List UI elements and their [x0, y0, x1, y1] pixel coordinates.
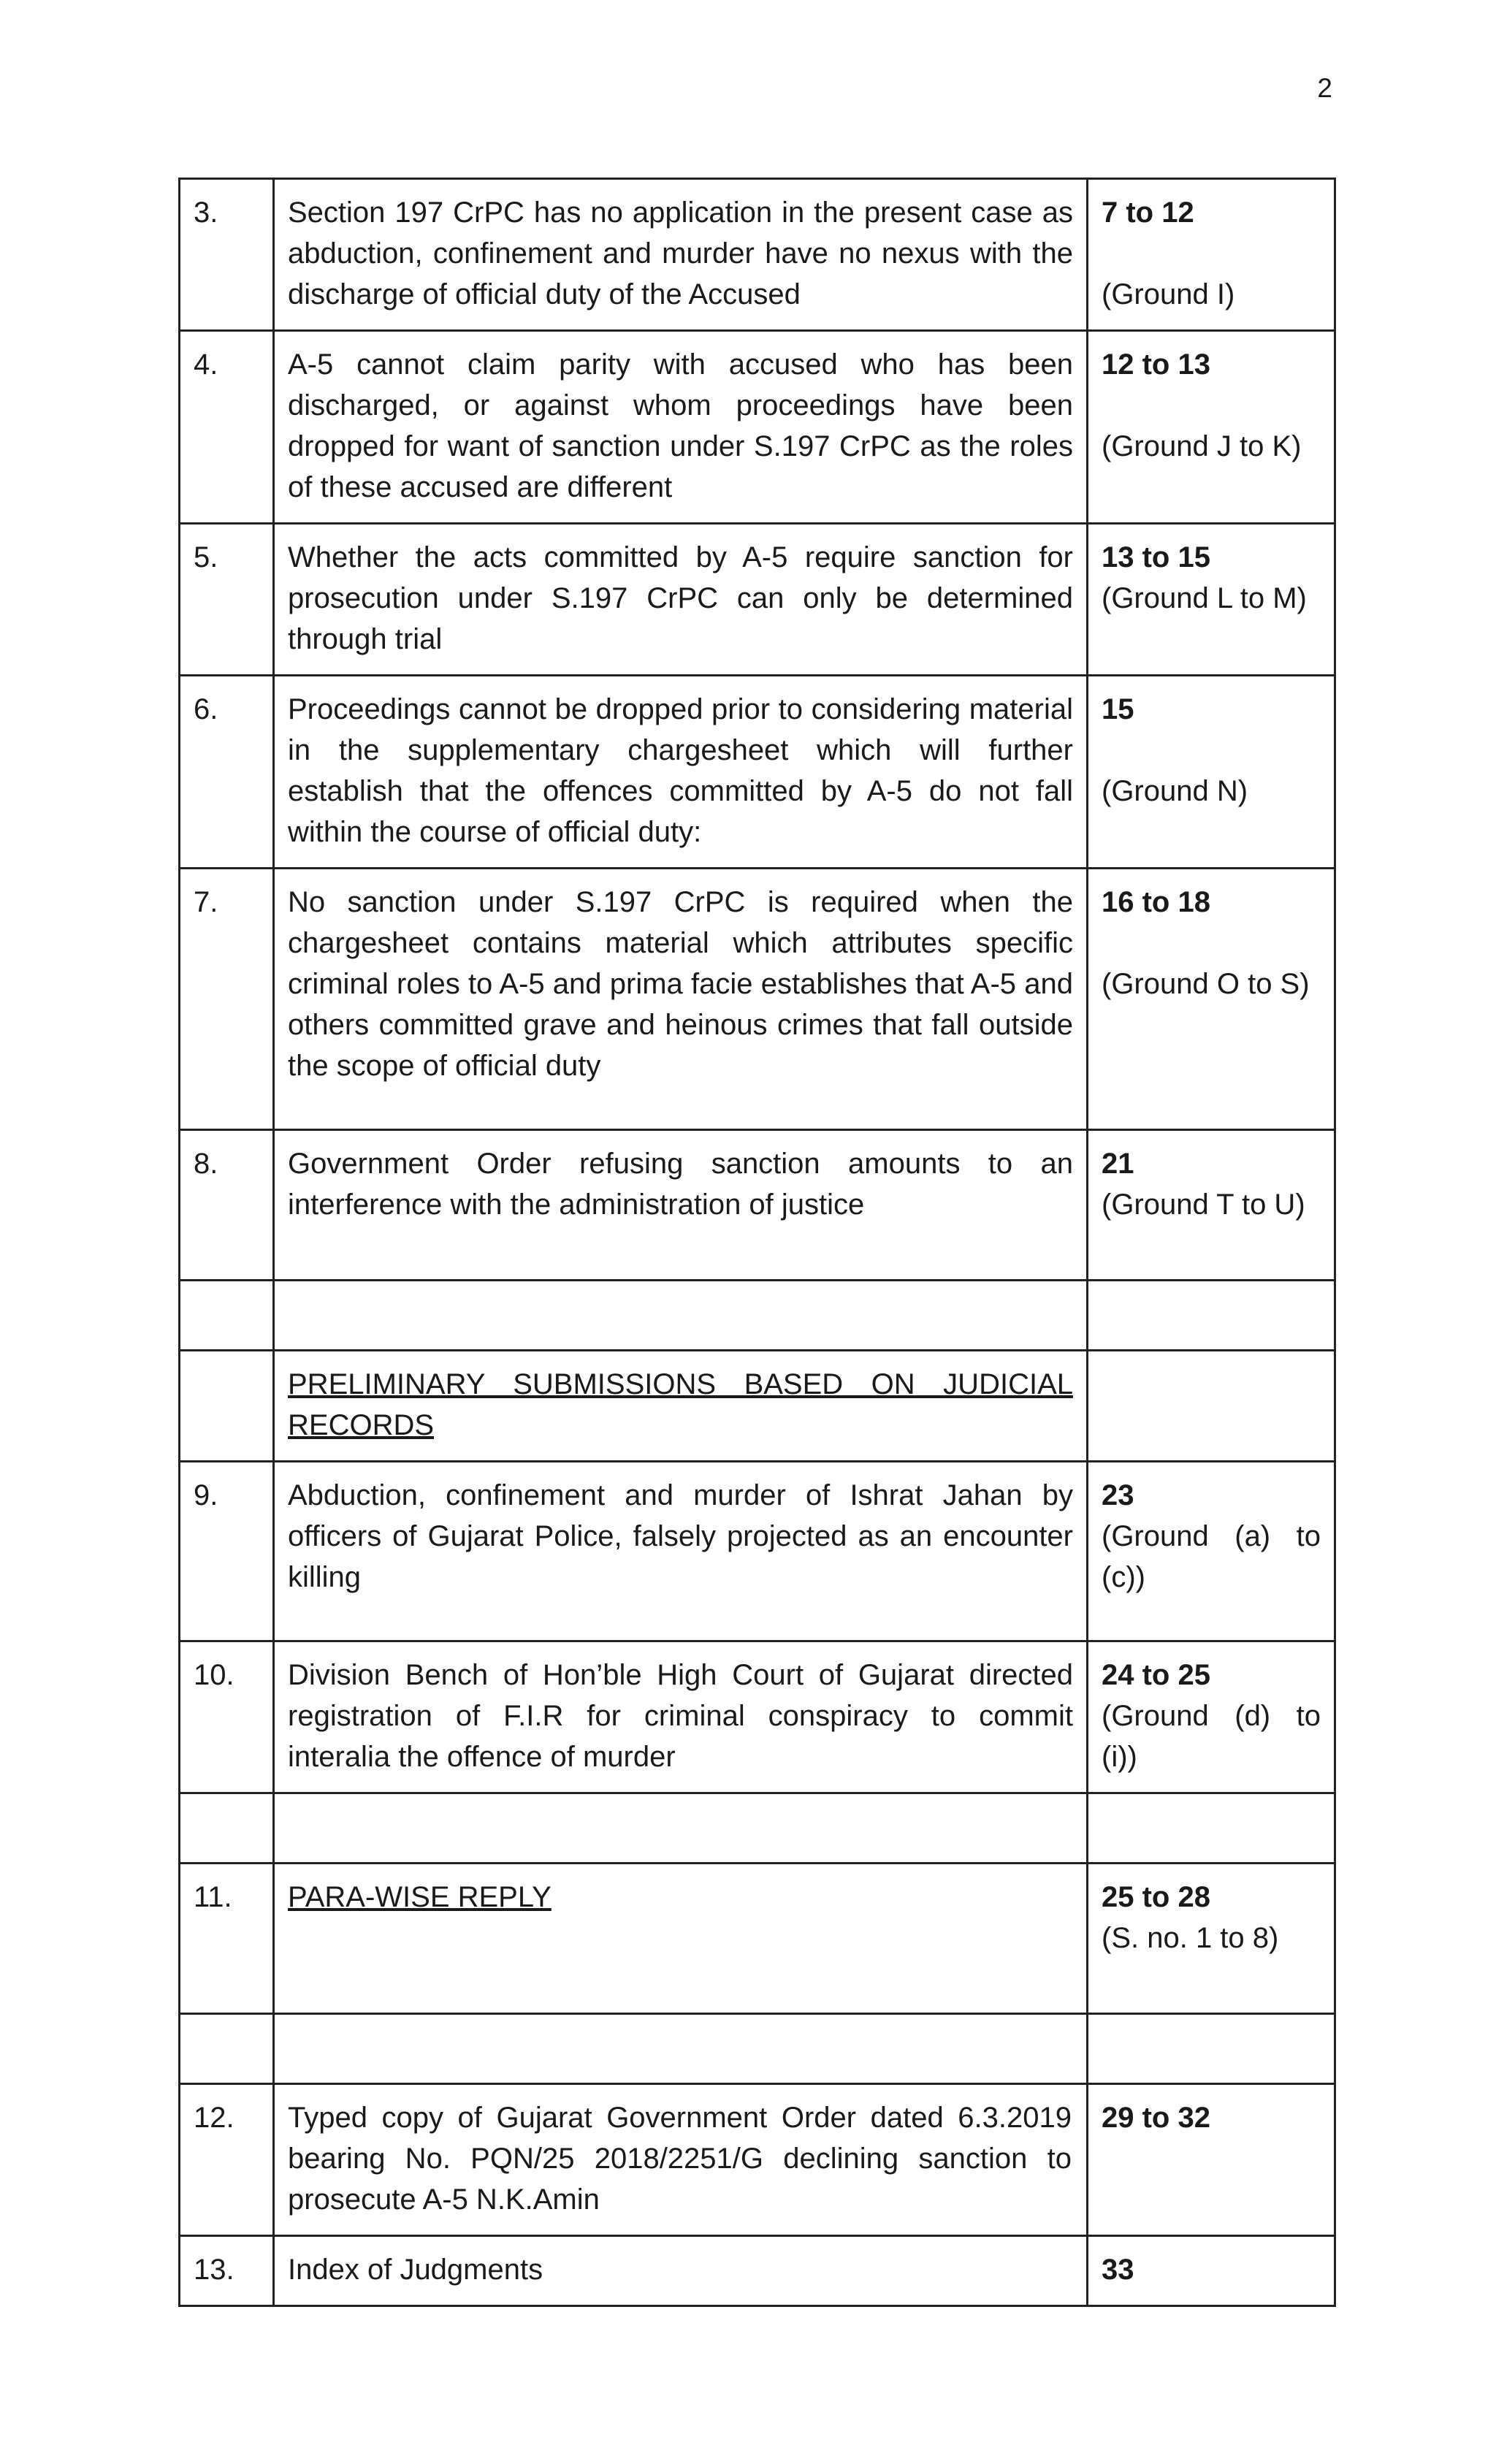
- page-range: 23: [1102, 1479, 1134, 1511]
- page-range: 24 to 25: [1102, 1659, 1210, 1691]
- table-row: [180, 331, 1335, 524]
- page-reference: [1088, 524, 1335, 676]
- page-reference: [1088, 1864, 1335, 2014]
- row-description: Abduction, confinement and murder of Ishrat Jahan by officers of Gujarat Police, falsely projected as an encounter killing: [274, 1462, 1088, 1641]
- para-wise-reply-heading: PARA-WISE REPLY: [288, 1881, 552, 1913]
- page-range: 13 to 15: [1102, 541, 1210, 573]
- blank-cell: [274, 2014, 1088, 2084]
- blank-cell: [1088, 1281, 1335, 1351]
- page-range: 7 to 12: [1102, 197, 1194, 229]
- ground-reference: (Ground I): [1102, 278, 1235, 310]
- table-row: [180, 676, 1335, 869]
- ground-reference: (Ground T to U): [1102, 1189, 1305, 1221]
- table-row: [180, 524, 1335, 676]
- table-row: [180, 2084, 1335, 2236]
- page-reference: [1088, 676, 1335, 869]
- index-table: [178, 178, 1336, 2307]
- ground-reference: (Ground N): [1102, 775, 1248, 807]
- page-range: 21: [1102, 1148, 1134, 1180]
- section-heading-row: [180, 1351, 1335, 1462]
- table-row: [180, 869, 1335, 1130]
- serial-number: 10.: [180, 1641, 274, 1793]
- page-reference: [1088, 331, 1335, 524]
- serial-number: 9.: [180, 1462, 274, 1641]
- serial-number: 6.: [180, 676, 274, 869]
- blank-cell: [1088, 2014, 1335, 2084]
- row-description: No sanction under S.197 CrPC is required when the chargesheet contains material which attributes specific criminal roles to A-5 and prima facie establishes that A-5 and others committed grave and heinous crimes that fall outside the scope of official duty: [274, 869, 1088, 1130]
- serial-number: 12.: [180, 2084, 274, 2236]
- page-reference: [1088, 1130, 1335, 1281]
- table-row: [180, 1130, 1335, 1281]
- row-description: Whether the acts committed by A-5 require sanction for prosecution under S.197 CrPC can only be determined through trial: [274, 524, 1088, 676]
- page-reference: [1088, 2084, 1335, 2236]
- serial-number: 3.: [180, 179, 274, 331]
- page-range: 12 to 13: [1102, 348, 1210, 381]
- blank-cell: [180, 1281, 274, 1351]
- row-description: Section 197 CrPC has no application in the present case as abduction, confinement and murder have no nexus with the discharge of official duty of the Accused: [274, 179, 1088, 331]
- page-range: 25 to 28: [1102, 1881, 1210, 1913]
- page-reference: [1088, 1462, 1335, 1641]
- serial-number: 5.: [180, 524, 274, 676]
- row-description: Division Bench of Hon’ble High Court of Gujarat directed registration of F.I.R for criminal conspiracy to commit interalia the offence of murder: [274, 1641, 1088, 1793]
- page-range: 33: [1102, 2254, 1134, 2286]
- ground-reference: (Ground O to S): [1102, 968, 1310, 1000]
- row-description: Proceedings cannot be dropped prior to considering material in the supplementary chargesheet which will further establish that the offences committed by A-5 do not fall within the course of official duty:: [274, 676, 1088, 869]
- page-range: 29 to 32: [1102, 2102, 1210, 2134]
- table-row: [180, 1462, 1335, 1641]
- table-row: [180, 2236, 1335, 2306]
- serial-number: 8.: [180, 1130, 274, 1281]
- serial-number: 11.: [180, 1864, 274, 2014]
- table-row: [180, 179, 1335, 331]
- blank-cell: [180, 2014, 274, 2084]
- table-row: [180, 1641, 1335, 1793]
- ground-reference: (Ground J to K): [1102, 430, 1302, 462]
- page-reference: [1088, 179, 1335, 331]
- page-reference: [1088, 1641, 1335, 1793]
- row-description: A-5 cannot claim parity with accused who has been discharged, or against whom proceedings have been dropped for want of sanction under S.197 CrPC as the roles of these accused are different: [274, 331, 1088, 524]
- blank-row: [180, 1793, 1335, 1864]
- page-number: 2: [1317, 73, 1332, 103]
- ground-reference: (S. no. 1 to 8): [1102, 1922, 1279, 1954]
- blank-row: [180, 1281, 1335, 1351]
- serial-number: 4.: [180, 331, 274, 524]
- ground-reference: (Ground L to M): [1102, 582, 1307, 614]
- blank-row: [180, 2014, 1335, 2084]
- serial-number: 7.: [180, 869, 274, 1130]
- blank-cell: [1088, 1351, 1335, 1462]
- row-description: Government Order refusing sanction amounts to an interference with the administration of justice: [274, 1130, 1088, 1281]
- page-reference: [1088, 869, 1335, 1130]
- page-range: 15: [1102, 693, 1134, 725]
- blank-cell: [1088, 1793, 1335, 1864]
- blank-cell: [180, 1351, 274, 1462]
- row-description: [274, 1864, 1088, 2014]
- section-heading: [274, 1351, 1088, 1462]
- page-range: 16 to 18: [1102, 886, 1210, 918]
- ground-reference: (Ground (d) to (i)): [1102, 1700, 1321, 1773]
- page-reference: [1088, 2236, 1335, 2306]
- blank-cell: [274, 1281, 1088, 1351]
- blank-cell: [274, 1793, 1088, 1864]
- ground-reference: (Ground (a) to (c)): [1102, 1520, 1321, 1593]
- row-description: Index of Judgments: [274, 2236, 1088, 2306]
- row-description: Typed copy of Gujarat Government Order dated 6.3.2019 bearing No. PQN/25 2018/2251/G declining sanction to prosecute A-5 N.K.Amin: [274, 2084, 1088, 2236]
- section-heading-text: PRELIMINARY SUBMISSIONS BASED ON JUDICIAL RECORDS: [288, 1368, 1073, 1441]
- blank-cell: [180, 1793, 274, 1864]
- serial-number: 13.: [180, 2236, 274, 2306]
- table-row: [180, 1864, 1335, 2014]
